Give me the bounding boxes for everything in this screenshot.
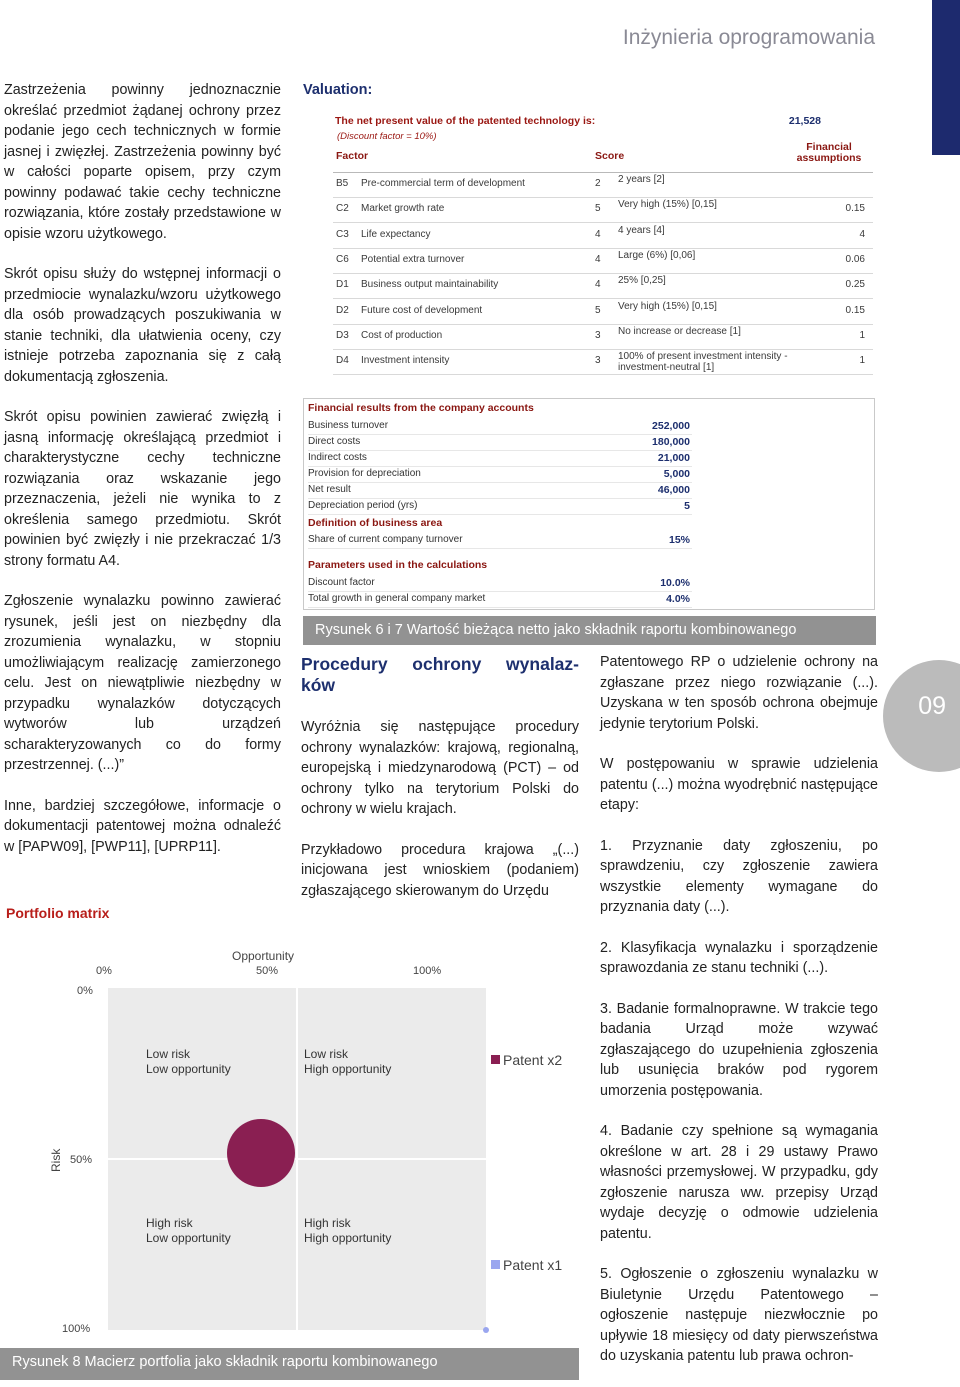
financial-heading-results: Financial results from the company accounts [308,402,534,414]
financial-value: 4.0% [666,593,690,605]
edge-color-bar [932,0,960,155]
paragraph: Zgłoszenie wynalazku powinno zawierać rysunek, jeśli jest on niezbędny dla zrozumienia wynalazku, w stopniu umożliwiającym realizację zamierzonego celu. Jest on niewątpliwie niezbędny w przypadku wynalazków dotyczących wytworów lub urządzeń scharakteryzowanych co do formy przestrzennej. (...)” [4,593,281,773]
financial-row [308,466,692,483]
valuation-cell-score: 5 [595,304,601,316]
valuation-cell-score: 5 [595,203,601,215]
list-item: 4. Badanie czy spełnione są wymagania określone w art. 28 i 29 ustawy Prawo własności przemysłowej. W przypadku, gdy zgłoszenie narusza ww. przepisy Urząd wydaje decyzję o odmowie udzielenia patentu. [600,1123,878,1242]
financial-figure [303,398,875,610]
paragraph: Skrót opisu służy do wstępnej informacji o przedmiocie wynalazku/wzoru użytkowego dla osób prowadzących poszukiwania w stanie techniki, dla ułatwienia oceny, czy istnieje potrzeba zapoznania się z całą dokumentacją zgłoszenia. [4,266,281,385]
financial-label: Depreciation period (yrs) [308,500,418,511]
valuation-title: Valuation: [303,82,373,98]
quadrant-label: Low risk [146,1047,191,1061]
x-tick-label: 100% [413,965,442,977]
valuation-cell-factor: Market growth rate [361,203,445,215]
quadrant-label: Low opportunity [146,1062,231,1076]
financial-row [308,434,692,451]
running-header: Inżynieria oprogramowania [622,26,875,49]
valuation-cell-factor: Investment intensity [361,355,450,367]
valuation-cell-code: D4 [336,355,349,367]
valuation-cell-factor: Pre-commercial term of development [361,178,525,189]
paragraph: Wyróżnia się następujące procedury ochrony wynalazków: krajową, regionalną, europejską i miedzynarodową (PCT) – od ochrony tylko na terytorium Polski do ochrony w wielu krajach. [301,719,579,817]
valuation-cell-factor: Potential extra turnover [361,253,465,265]
column-2 [301,717,579,921]
valuation-cell-desc: Large (6%) [0,06] [618,249,696,261]
paragraph: Patentowego RP o udzielenie ochrony na zgłaszane przez niego rozwiązanie (...). Uzyskana w ten sposób ochrona obejmuje jedynie terytorium Polski. [600,654,878,732]
valuation-row [333,223,873,249]
valuation-cell-code: B5 [336,178,349,189]
x-axis-label: Opportunity [232,949,295,963]
valuation-cell-code: C3 [336,228,349,240]
financial-row [308,575,692,592]
financial-value: 180,000 [652,436,690,448]
col-header-score: Score [595,150,625,162]
legend-swatch [491,1055,500,1064]
valuation-cell-desc: 25% [0,25] [618,275,666,287]
y-tick-label: 0% [77,985,93,997]
financial-label: Discount factor [308,577,375,588]
valuation-cell-score: 4 [595,228,601,240]
valuation-cell-score: 3 [595,329,601,341]
valuation-cell-desc: Very high (15%) [0,15] [618,199,717,211]
legend-label: Patent x2 [503,1052,563,1068]
valuation-cell-desc: 100% of present investment intensity - investment-neutral [1] [618,351,788,374]
financial-heading-area: Definition of business area [308,517,443,529]
financial-label: Net result [308,484,351,495]
valuation-cell-fa: 0.15 [845,304,865,316]
paragraph: Inne, bardziej szczegółowe, informacje o dokumentacji patentowej można odnaleźć w [PAPW09], [PWP11], [UPRP11]. [4,797,281,855]
npv-value: 21,528 [788,115,821,127]
valuation-cell-code: C6 [336,253,349,265]
financial-label: Direct costs [308,436,361,447]
financial-row [308,482,692,499]
valuation-cell-code: C2 [336,203,349,215]
x-tick-label: 50% [256,965,279,977]
data-point-patent-x2 [227,1119,295,1187]
portfolio-matrix-chart [0,900,590,1345]
npv-label: The net present value of the patented technology is: [335,115,596,127]
column-3 [600,652,878,1387]
financial-label: Share of current company turnover [308,534,463,545]
valuation-row [333,248,873,274]
financial-value: 15% [668,534,690,546]
valuation-cell-score: 4 [595,253,601,265]
valuation-row [333,299,873,325]
financial-value: 5,000 [663,468,690,480]
valuation-cell-factor: Future cost of development [361,304,483,316]
quadrant-label: High opportunity [304,1231,392,1245]
valuation-row [333,324,873,350]
valuation-cell-factor: Business output maintainability [361,279,499,291]
valuation-figure [303,78,873,388]
data-point-patent-x1 [483,1327,489,1333]
valuation-cell-fa: 0.15 [845,203,865,215]
valuation-cell-fa: 1 [859,355,865,367]
financial-heading-params: Parameters used in the calculations [308,559,488,571]
financial-label: Provision for depreciation [308,468,421,479]
quadrant-label: Low risk [304,1047,349,1061]
section-heading-line2: ków [301,675,336,695]
y-tick-label: 50% [70,1154,93,1166]
paragraph: Zastrzeżenia powinny jednoznacznie określać przedmiot żądanej ochrony przez podanie jego cech technicznych w formie jasnej i zwięzłej. Zastrzeżenia powinny być w całości poparte opisem, przy czym powinny podawać takie cechy techniczne rozwiązania, które zostały przedstawione w opisie wzoru użytkowego. [4,82,281,242]
valuation-cell-factor: Cost of production [361,329,443,341]
col-header-factor: Factor [336,150,369,162]
discount-note: (Discount factor = 10%) [337,131,437,142]
financial-label: Business turnover [308,420,389,431]
valuation-cell-desc: 2 years [2] [618,174,665,185]
valuation-cell-score: 4 [595,279,601,291]
figure-caption-6-7: Rysunek 6 i 7 Wartość bieżąca netto jako składnik raportu kombinowanego [303,616,876,645]
financial-row [308,418,692,435]
valuation-cell-desc: No increase or decrease [1] [618,325,741,337]
y-tick-label: 100% [62,1323,91,1335]
valuation-cell-code: D3 [336,329,349,341]
column-1 [4,80,281,877]
section-heading-line1: Procedury ochrony wynalaz- [301,654,579,674]
valuation-cell-fa: 1 [859,329,865,341]
financial-label: Indirect costs [308,452,367,463]
financial-row [308,591,692,608]
figure-caption-8: Rysunek 8 Macierz portfolia jako składnik raportu kombinowanego [0,1348,579,1380]
financial-row [308,450,692,467]
financial-value: 46,000 [657,484,690,496]
valuation-cell-fa: 0.06 [845,253,865,265]
valuation-cell-code: D1 [336,279,349,291]
quadrant-label: Low opportunity [146,1231,231,1245]
paragraph: Przykładowo procedura krajowa „(...) inicjowana jest wnioskiem (podaniem) zgłaszającego skierowanym do Urzędu [301,841,579,899]
financial-row [308,532,692,549]
valuation-cell-code: D2 [336,304,349,316]
list-item: 5. Ogłoszenie o zgłoszeniu wynalazku w Biuletynie Urzędu Patentowego – ogłoszenie następuje niezwłocznie po upływie 18 miesięcy od daty pierwszeństwa do uzyskania patentu lub prawa ochron- [600,1266,878,1364]
paragraph: Skrót opisu powinien zawierać zwięzłą i jasną informację określającą przedmiot i charakterystyczne cechy techniczne rozwiązania oraz wskazanie jego przeznaczenia, jeżeli nie wynika to z określenia samego przedmiotu. Skrót powinien być zwięzły i nie przekraczać 1/3 strony formatu A4. [4,409,281,569]
chart-title: Portfolio matrix [6,905,110,921]
valuation-cell-desc: 4 years [4] [618,224,665,236]
valuation-cell-factor: Life expectancy [361,228,431,240]
page-number: 09 [918,692,946,720]
valuation-row [333,349,873,375]
financial-row [308,498,692,515]
valuation-table-header [333,141,873,173]
financial-value: 21,000 [657,452,690,464]
legend-swatch [491,1260,500,1269]
valuation-cell-fa: 4 [859,228,865,240]
financial-value: 10.0% [660,577,690,589]
quadrant-label: High opportunity [304,1062,392,1076]
y-axis-label: Risk [49,1148,63,1172]
section-heading [301,654,579,696]
financial-value: 252,000 [652,420,690,432]
quadrant-high-risk-high-opportunity [298,1160,486,1330]
financial-label: Total growth in general company market [308,593,486,604]
valuation-cell-desc: Very high (15%) [0,15] [618,300,717,312]
quadrant-label: High risk [304,1216,351,1230]
legend-label: Patent x1 [503,1257,563,1273]
valuation-cell-score: 2 [595,178,601,189]
paragraph: W postępowaniu w sprawie udzielenia patentu (...) można wyodrębnić następujące etapy: [600,756,878,813]
list-item: 3. Badanie formalnoprawne. W trakcie tego badania Urząd może wzywać zgłaszającego do uzupełnienia zgłoszenia lub usunięcia braków pod rygorem umorzenia postępowania. [600,1000,878,1099]
valuation-row [333,273,873,299]
x-tick-label: 0% [96,965,112,977]
col-header-financial: Financial assumptions [796,141,862,164]
financial-value: 5 [684,500,690,512]
valuation-cell-fa: 0.25 [845,279,865,291]
list-item: 1. Przyznanie daty zgłoszeniu, po sprawdzeniu, czy zgłoszenie zawiera wszystkie elementy wymagane do przyznania daty (...). [600,837,878,915]
valuation-row [333,172,873,198]
chart-legend [491,1052,562,1273]
quadrant-label: High risk [146,1216,193,1230]
valuation-row [333,197,873,223]
valuation-cell-score: 3 [595,355,601,367]
list-item: 2. Klasyfikacja wynalazku i sporządzenie sprawozdania ze stanu techniki (...). [600,939,878,976]
